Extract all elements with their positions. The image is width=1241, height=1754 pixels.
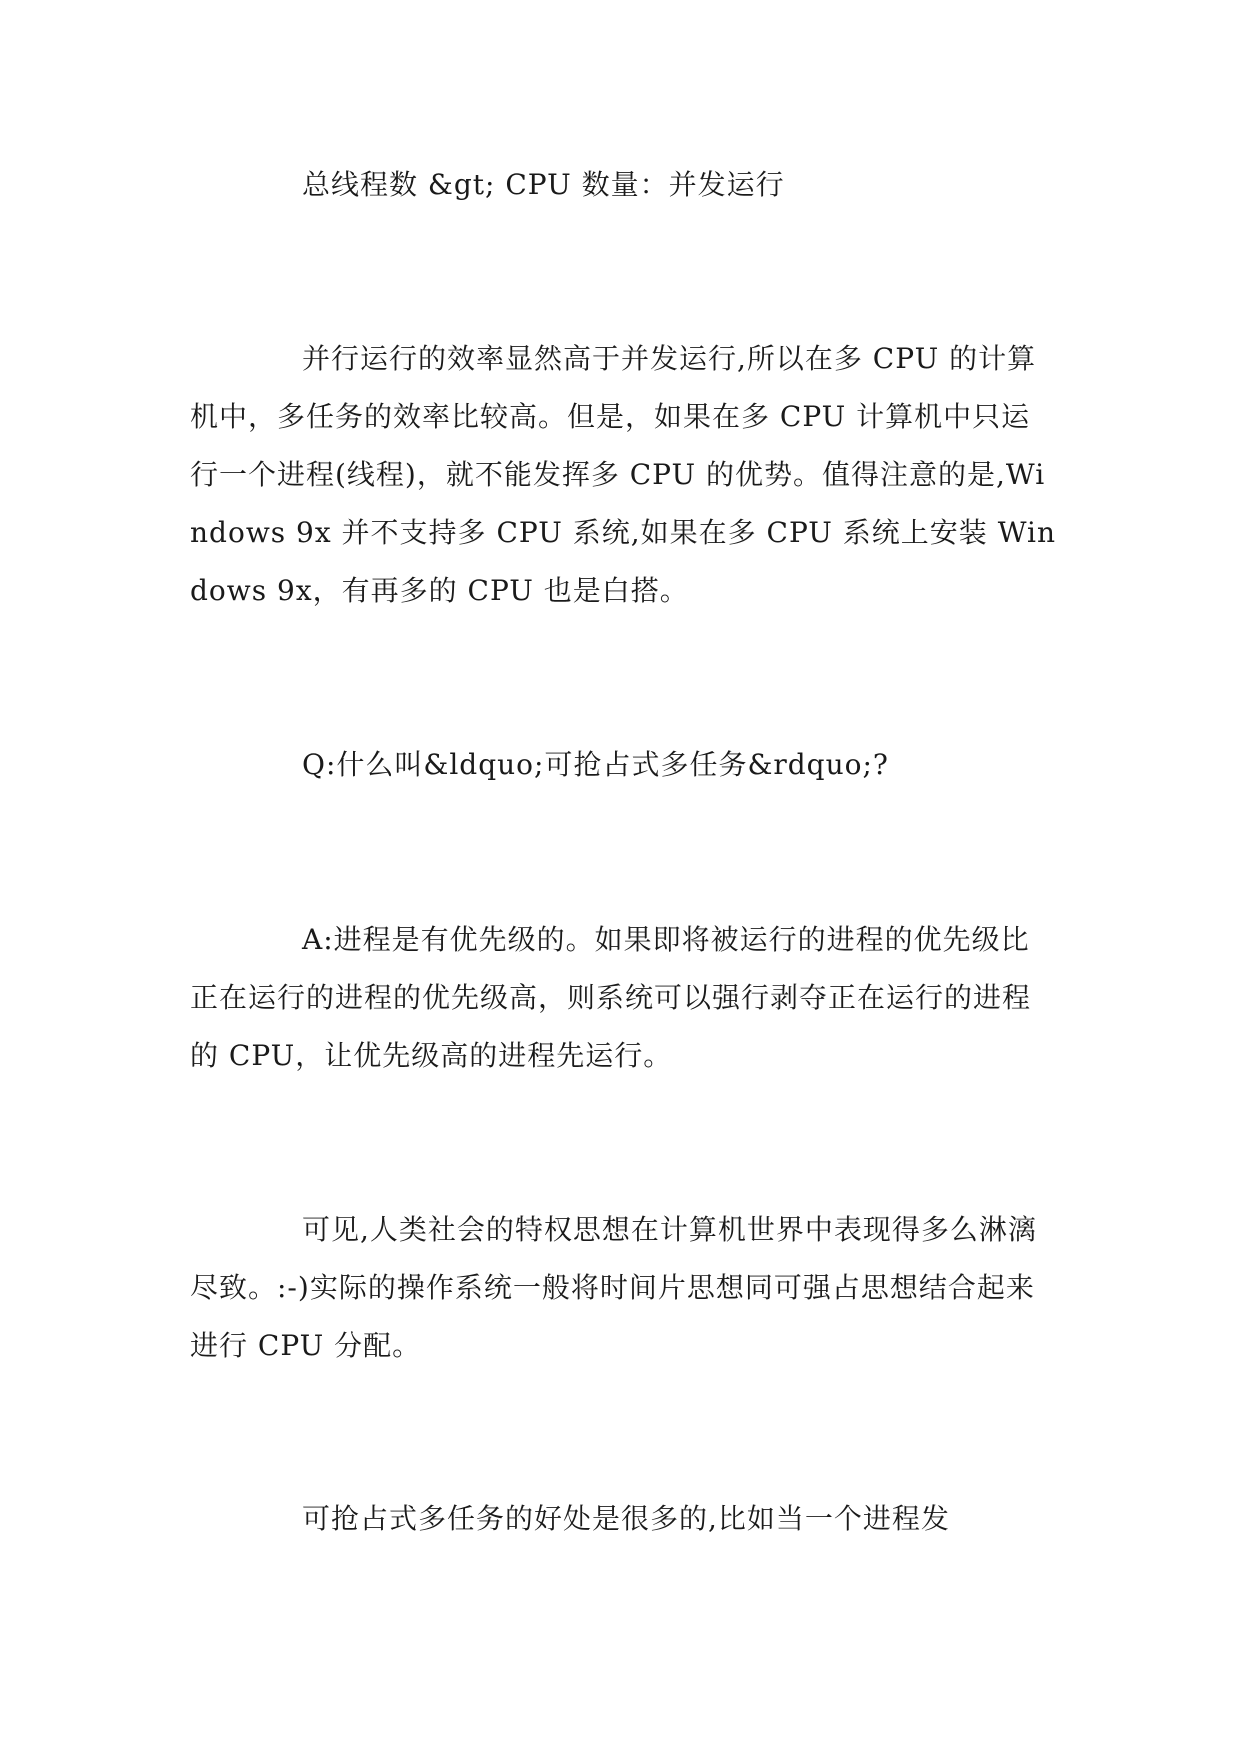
- paragraph-question: Q:什么叫&ldquo;可抢占式多任务&rdquo;?: [302, 748, 889, 781]
- paragraph-preemptive-benefits: 可抢占式多任务的好处是很多的,比如当一个进程发: [302, 1502, 950, 1535]
- paragraph-thread-count: 总线程数 &gt; CPU 数量：并发运行: [302, 168, 785, 201]
- paragraph-answer: A:进程是有优先级的。如果即将被运行的进程的优先级比正在运行的进程的优先级高，则系统可以强行剥夺正在运行的进程的 CPU，让优先级高的进程先运行。: [190, 923, 1032, 1072]
- paragraph-parallel-efficiency: 并行运行的效率显然高于并发运行,所以在多 CPU 的计算机中，多任务的效率比较高。但是，如果在多 CPU 计算机中只运行一个进程(线程)，就不能发挥多 CPU 的优势。值得注意的是,Windows 9x 并不支持多 CPU 系统,如果在多 CPU 系统上安装 Windows 9x，有再多的 CPU 也是白搭。: [190, 342, 1056, 607]
- paragraph-privilege: 可见,人类社会的特权思想在计算机世界中表现得多么淋漓尽致。:-)实际的操作系统一般将时间片思想同可强占思想结合起来进行 CPU 分配。: [190, 1213, 1037, 1362]
